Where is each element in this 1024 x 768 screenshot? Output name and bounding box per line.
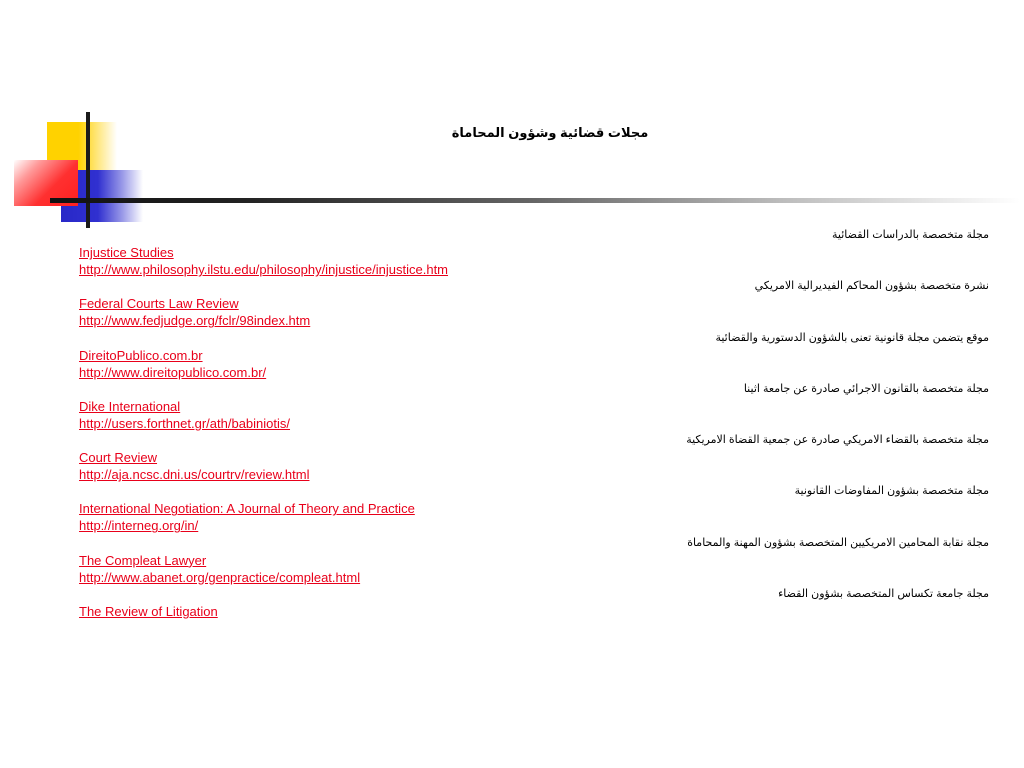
journal-url-link[interactable]: http://interneg.org/in/ — [79, 518, 199, 534]
journal-name-link[interactable]: The Compleat Lawyer — [79, 552, 207, 568]
slide-title: مجلات قضائية وشؤون المحاماة — [451, 125, 649, 140]
journal-entry — [79, 535, 989, 586]
journal-name-link[interactable]: Dike International — [79, 398, 181, 414]
journal-list — [79, 227, 989, 637]
journal-description: مجلة جامعة تكساس المتخصصة بشؤون القضاء — [778, 588, 989, 601]
journal-entry — [79, 227, 989, 278]
journal-url-link[interactable]: http://www.philosophy.ilstu.edu/philosophy/injustice/injustice.htm — [79, 262, 449, 277]
journal-entry — [79, 483, 989, 534]
journal-url-link[interactable]: http://www.direitopublico.com.br/ — [79, 364, 267, 380]
journal-description: مجلة متخصصة بالدراسات القضائية — [832, 229, 989, 241]
journal-url-link[interactable]: http://www.fedjudge.org/fclr/98index.htm — [79, 313, 311, 329]
journal-url-link[interactable]: http://users.forthnet.gr/ath/babiniotis/ — [79, 415, 291, 431]
journal-description: مجلة متخصصة بالقضاء الامريكي صادرة عن جمعية القضاة الامريكية — [686, 434, 989, 447]
journal-entry — [79, 381, 989, 432]
journal-description: مجلة نقابة المحامين الامريكيين المتخصصة بشؤون المهنة والمحاماة — [687, 536, 989, 549]
journal-entry — [79, 278, 989, 329]
journal-name-link[interactable]: International Negotiation: A Journal of Theory and Practice — [79, 501, 415, 517]
journal-name-link[interactable]: Federal Courts Law Review — [79, 296, 239, 312]
journal-name-link[interactable]: The Review of Litigation — [79, 604, 218, 620]
journal-description: مجلة متخصصة بشؤون المفاوضات القانونية — [794, 485, 989, 498]
journal-entry — [79, 330, 989, 381]
journal-url-link[interactable]: http://aja.ncsc.dni.us/courtrv/review.html — [79, 467, 310, 483]
journal-name-link[interactable]: Court Review — [79, 450, 158, 466]
journal-entry — [79, 432, 989, 483]
decor-vertical-bar — [86, 112, 90, 228]
journal-description: نشرة متخصصة بشؤون المحاكم الفيديرالية الامريكي — [754, 280, 989, 293]
journal-name-link[interactable]: Injustice Studies — [79, 245, 174, 260]
journal-entry — [79, 586, 989, 637]
journal-description: موقع يتضمن مجلة قانونية تعنى بالشؤون الدستورية والقضائية — [715, 331, 989, 344]
decor-horizontal-rule — [50, 198, 1020, 203]
journal-name-link[interactable]: DireitoPublico.com.br — [79, 347, 203, 363]
journal-url-link[interactable]: http://www.abanet.org/genpractice/compleat.html — [79, 569, 361, 585]
journal-description: مجلة متخصصة بالقانون الاجرائي صادرة عن جامعة اثينا — [743, 382, 989, 395]
